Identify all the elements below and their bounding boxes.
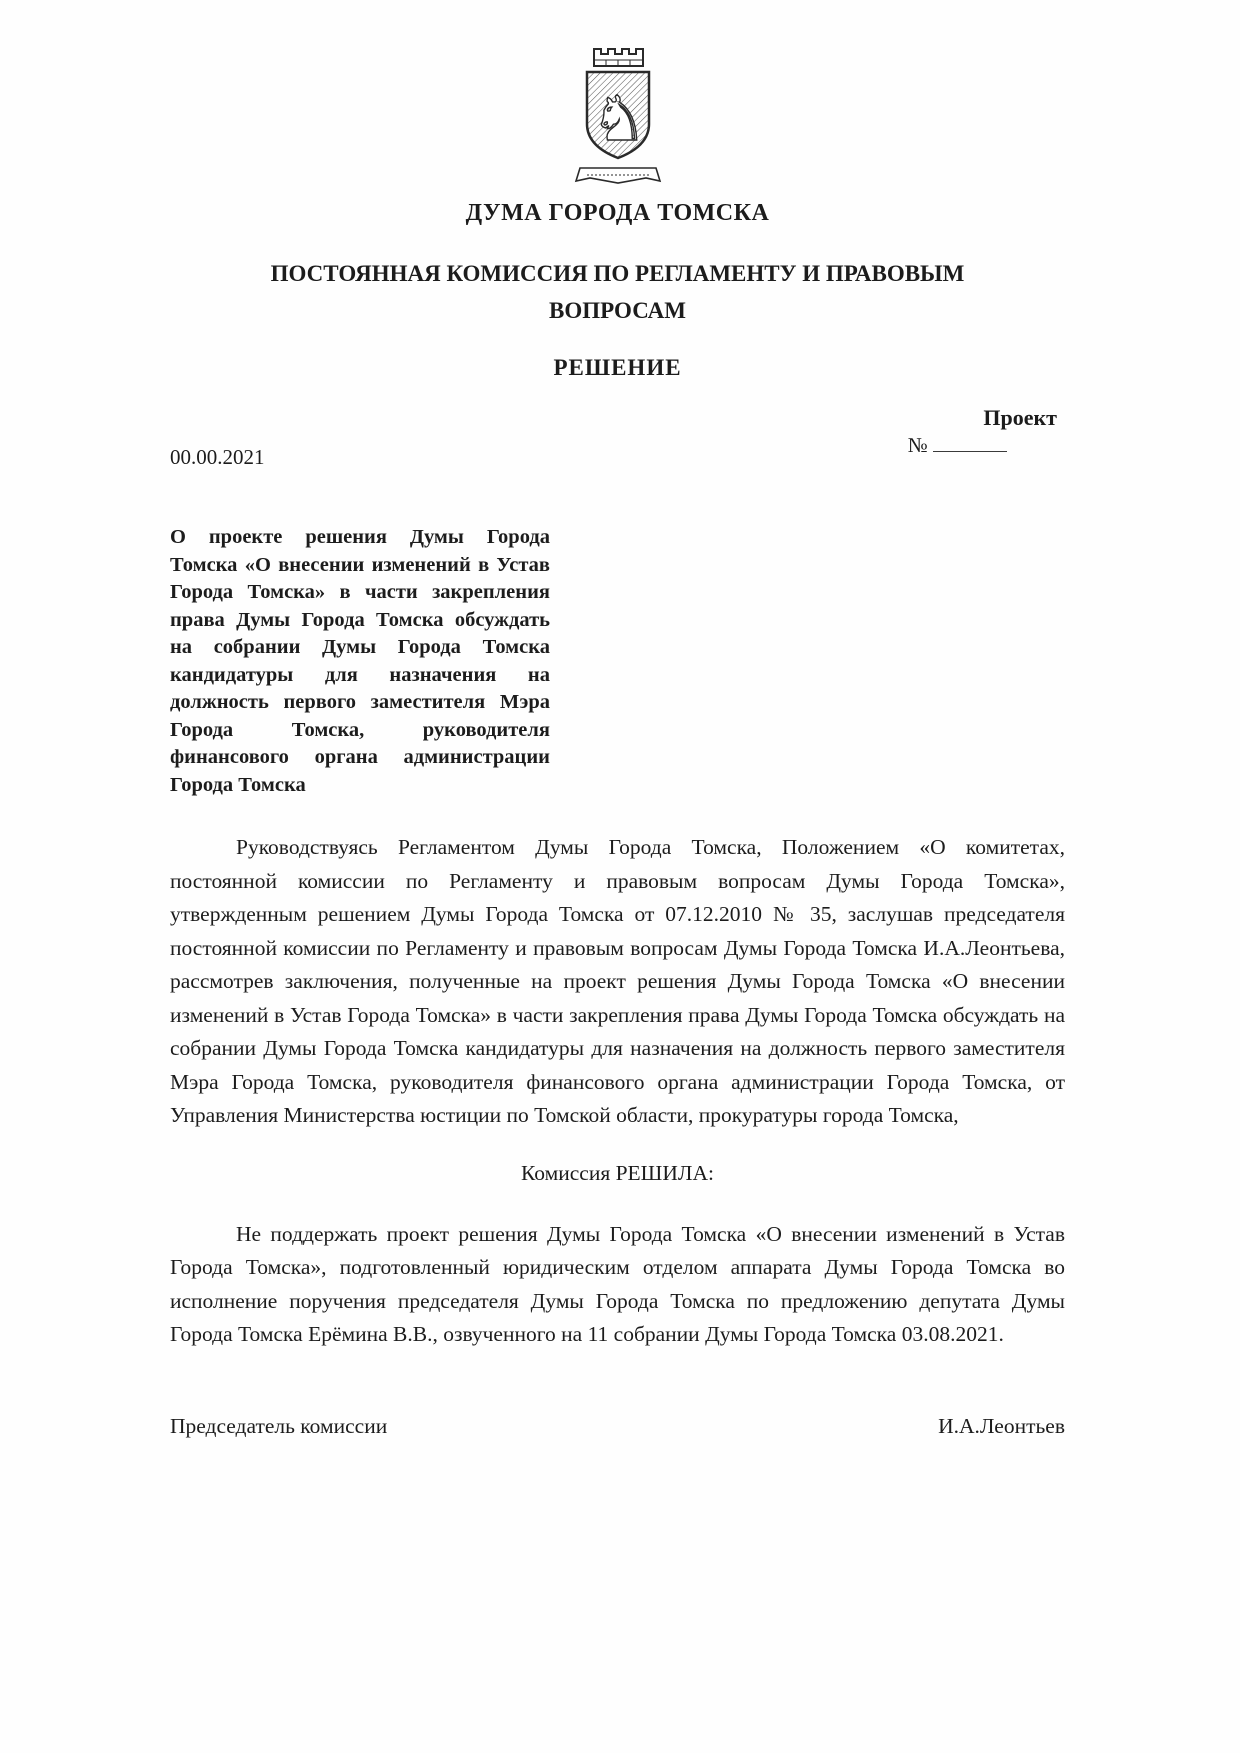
organization-name: ДУМА ГОРОДА ТОМСКА (465, 200, 770, 226)
document-type-heading: РЕШЕНИЕ (553, 355, 682, 380)
document-header-emblem (170, 36, 1065, 188)
coat-of-arms-icon (573, 36, 663, 188)
document-number (908, 431, 1007, 458)
number-blank-line (933, 431, 1007, 452)
decision-heading: Комиссия РЕШИЛА: (521, 1160, 714, 1185)
signature-row (170, 1414, 1065, 1439)
subject-paragraph: О проекте решения Думы Города Томска «О внесении изменений в Устав Города Томска» в части закрепления права Думы Города Томска обсуждать на собрании Думы Города Томска кандидатуры для назначения на должность первого заместителя Мэра Города Томска, руководителя финансового органа администрации Города Томска (170, 526, 550, 796)
document-date: 00.00.2021 (170, 445, 265, 469)
commission-name: ПОСТОЯННАЯ КОМИССИЯ ПО РЕГЛАМЕНТУ И ПРАВОВЫМ ВОПРОСАМ (270, 261, 965, 323)
signature-title: Председатель комиссии (170, 1413, 388, 1438)
signature-name: И.А.Леонтьев (938, 1413, 1065, 1438)
number-sign-label: № (907, 433, 928, 457)
preamble-paragraph: Руководствуясь Регламентом Думы Города Томска, Положением «О комитетах, постоянной комиссии по Регламенту и правовым вопросам Думы Города Томска», утвержденным решением Думы Города Томска от 07.12.2010 № 35, заслушав председателя постоянной комиссии по Регламенту и правовым вопросам Думы Города Томска И.А.Леонтьева, рассмотрев заключения, полученные на проект решения Думы Города Томска «О внесении изменений в Устав Города Томска» в части закрепления права Думы Города Томска обсуждать на собрании Думы Города Томска кандидатуры для назначения на должность первого заместителя Мэра Города Томска, руководителя финансового органа администрации Города Томска, от Управления Министерства юстиции по Томской области, прокуратуры города Томска, (170, 835, 1065, 1127)
date-number-row (170, 431, 1065, 470)
svg-text:♞: ♞ (590, 82, 647, 155)
draft-label: Проект (983, 405, 1057, 430)
resolution-paragraph: Не поддержать проект решения Думы Города Томска «О внесении изменений в Устав Города Томска», подготовленный юридическим отделом аппарата Думы Города Томска во исполнение поручения председателя Думы Города Томска по предложению депутата Думы Города Томска Ерёмина В.В., озвученного на 11 собрании Думы Города Томска 03.08.2021. (170, 1221, 1065, 1346)
